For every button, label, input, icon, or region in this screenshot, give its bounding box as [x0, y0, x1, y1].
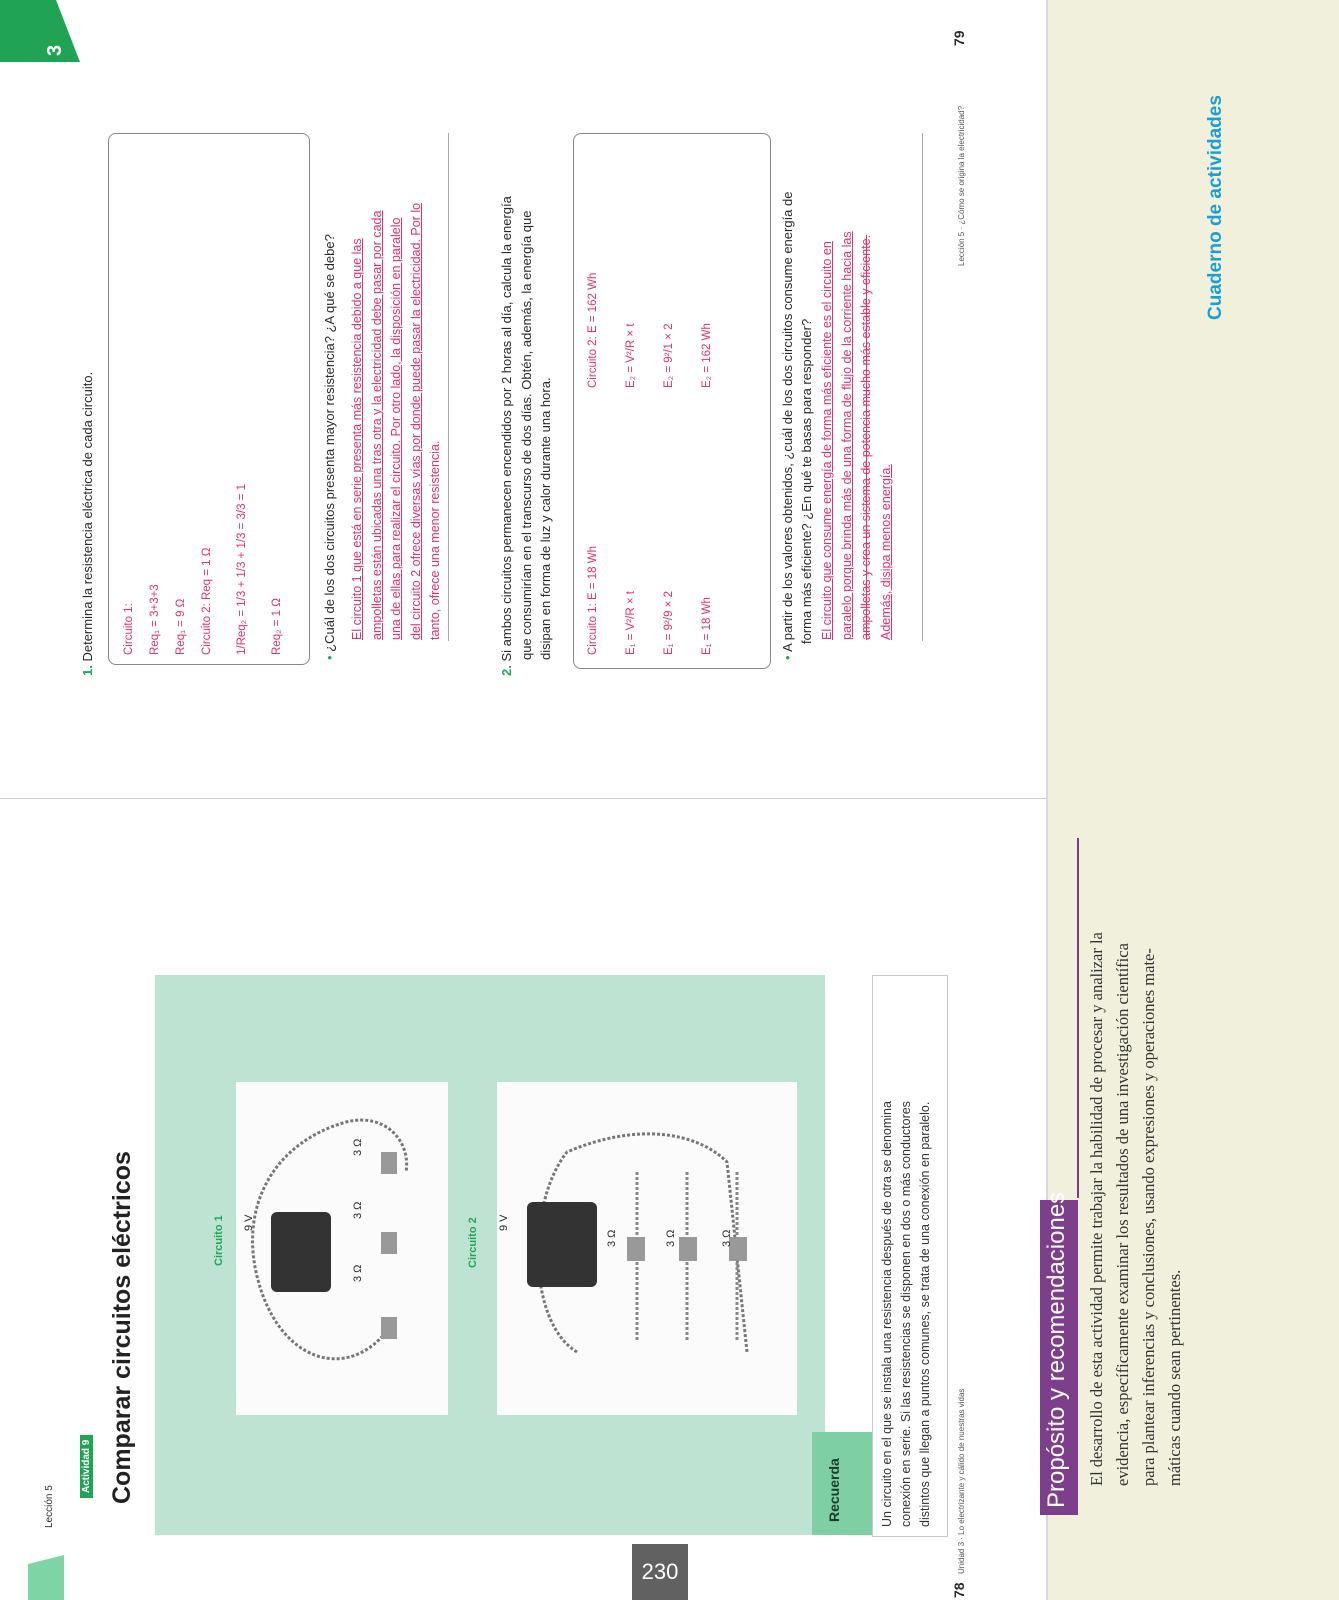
circuit2-photo: [497, 1082, 797, 1415]
page-divider: [0, 798, 1047, 799]
resistor-label: 3 Ω: [352, 1201, 364, 1219]
page-title: Comparar circuitos eléctricos: [108, 1151, 136, 1504]
recuerda-header: [812, 1432, 872, 1535]
resistor-label: 3 Ω: [721, 1229, 733, 1247]
bullet-1-answer: El circuito 1 que está en serie presenta más resistencia debido a que las ampolletas están ubicadas una tras otra y la electricidad debe pasar por cada una de ellas para realizar el circuito. Por otro lado, la disposición en paralelo del circuito 2 ofrece diversas vías por donde puede pasar la electricidad. Por lo tanto, ofrece una menor resistencia.: [350, 202, 442, 640]
bullet-icon: •: [780, 651, 795, 660]
resistor-label: 3 Ω: [665, 1229, 677, 1247]
page-badge: 230: [632, 1544, 688, 1600]
resistor-label: 3 Ω: [352, 1264, 364, 1282]
unit-tab-label: 3: [44, 44, 66, 56]
voltage-label-1: 9 V: [243, 1214, 255, 1231]
resistor-label: 3 Ω: [606, 1229, 618, 1247]
voltage-label-2: 9 V: [498, 1214, 510, 1231]
unit-tab: [0, 0, 80, 62]
bullet-2-question: • A partir de los valores obtenidos, ¿cuál de los dos circuitos consume energía de forma más eficiente? ¿En qué te basas para responder?: [780, 191, 814, 660]
title-underline: [1077, 838, 1079, 1198]
circuit1-photo: [236, 1082, 448, 1415]
purpose-title: Propósito y recomendaciones: [1043, 1191, 1070, 1508]
recuerda-title: Recuerda: [826, 1458, 842, 1522]
page-number-left: 78: [951, 1582, 967, 1598]
bullet-2-answer: El circuito que consume energía de forma más eficiente es el circuito en paralelo porque brinda más de una forma de flujo de la corriente hacia las ampolletas y crea un sistema de potencia mucho más estable y eficiente. Además, disipa menos energía.: [820, 231, 893, 640]
bullet-1-question: • ¿Cuál de los dos circuitos presenta mayor resistencia? ¿A qué se debe?: [322, 234, 337, 660]
cuaderno-link[interactable]: Cuaderno de actividades: [1205, 95, 1226, 320]
question-2: 2. Si ambos circuitos permanecen encendidos por 2 horas al día, calcula la energía que consumirían en el transcurso de dos días. Obtén, además, la energía que disipan en forma de luz y calor durante una hora.: [499, 196, 553, 676]
footer-left: Unidad 3 · Lo electrizante y cálido de nuestras vidas: [957, 1388, 966, 1574]
answer-box-1-text: Circuito 1: Req₁ = 3+3+3 Req₁ = 9 Ω Circuito 2: Req = 1 Ω 1/Req₂ = 1/3 + 1/3 + 1/3 = 3/3 = 1 Req₂ = 1 Ω: [123, 483, 283, 655]
answer-box-2-col1: Circuito 1: E = 18 Wh E₁ = V²/R × t E₁ = 9²/9 × 2 E₁ = 18 Wh: [587, 546, 713, 655]
circuit2-label: Circuito 2: [467, 1217, 479, 1268]
activity-badge: Actividad 9: [80, 1435, 93, 1498]
resistor-label: 3 Ω: [352, 1138, 364, 1156]
bullet-icon: •: [322, 651, 337, 660]
lesson-tab: [28, 1555, 64, 1600]
purpose-text: El desarrollo de esta actividad permite trabajar la habilidad de procesar y analizar la evidencia, específicamente examinar los resultados de una investigación científica para plantear inferencias y conclusiones, usando expresiones y operaciones mate- máticas cuando sean pertinentes.: [1087, 932, 1184, 1486]
answer-line: [448, 133, 449, 641]
circuit1-label: Circuito 1: [213, 1215, 225, 1266]
answer-line: [922, 133, 923, 641]
footer-right: Lección 5 · ¿Cómo se origina la electricidad?: [957, 105, 966, 266]
page-number-right: 79: [951, 30, 967, 46]
question-1: 1. Determina la resistencia eléctrica de cada circuito.: [80, 371, 95, 676]
recuerda-text: Un circuito en el que se instala una resistencia después de otra se denomina conexión en serie. Si las resistencias se disponen en dos o más conductores distintos que llegan a puntos comunes, se trata de una conexión en paralelo.: [880, 1101, 932, 1527]
lesson-label: Lección 5: [44, 1485, 55, 1528]
answer-box-2-col2: Circuito 2: E = 162 Wh E₂ = V²/R × t E₂ = 9²/1 × 2 E₂ = 162 Wh: [587, 272, 713, 388]
